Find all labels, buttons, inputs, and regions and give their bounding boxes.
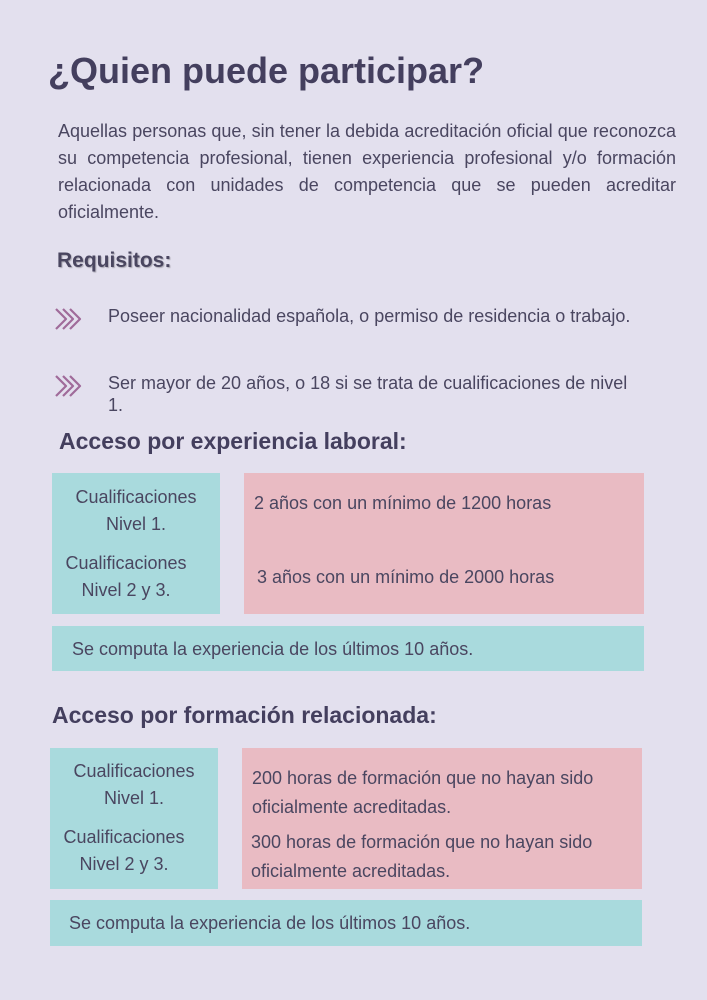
experiencia-levels-box — [52, 473, 220, 614]
formacion-note-box — [50, 900, 642, 946]
note-text: Se computa la experiencia de los últimos 10 años. — [72, 639, 474, 659]
experiencia-note-box — [52, 626, 644, 671]
intro-paragraph: Aquellas personas que, sin tener la debida acreditación oficial que reconozca su competencia profesional, tienen experiencia profesional y/o formación relacionada con unidades de competencia que se pueden acreditar oficialmente. — [58, 121, 676, 222]
requisito-item — [54, 305, 654, 331]
page-title: ¿Quien puede participar? — [48, 50, 485, 91]
requirement-text: 300 horas de formación que no hayan sido oficialmente acreditadas. — [251, 832, 593, 881]
requirement-text: 2 años con un mínimo de 1200 horas — [254, 493, 552, 513]
formacion-levels-box — [50, 748, 218, 889]
requirement-text: 200 horas de formación que no hayan sido oficialmente acreditadas. — [252, 768, 594, 817]
requisito-text: Poseer nacionalidad española, o permiso de residencia o trabajo. — [108, 306, 631, 326]
level-label: Cualificaciones Nivel 2 y 3. — [63, 827, 185, 874]
requisito-item — [54, 372, 654, 416]
note-text: Se computa la experiencia de los últimos 10 años. — [69, 913, 471, 933]
requisito-text: Ser mayor de 20 años, o 18 si se trata de cualificaciones de nivel 1. — [108, 373, 628, 415]
formacion-requirements-box — [242, 748, 642, 889]
requisitos-heading: Requisitos: — [57, 249, 172, 272]
formacion-heading: Acceso por formación relacionada: — [52, 702, 437, 728]
level-label: Cualificaciones Nivel 1. — [73, 761, 195, 808]
experiencia-requirements-box — [244, 473, 644, 614]
experiencia-heading: Acceso por experiencia laboral: — [59, 428, 407, 454]
double-chevron-right-icon — [54, 307, 84, 331]
level-label: Cualificaciones Nivel 2 y 3. — [65, 553, 187, 600]
level-label: Cualificaciones Nivel 1. — [75, 487, 197, 534]
double-chevron-right-icon — [54, 374, 84, 398]
requirement-text: 3 años con un mínimo de 2000 horas — [257, 567, 555, 587]
